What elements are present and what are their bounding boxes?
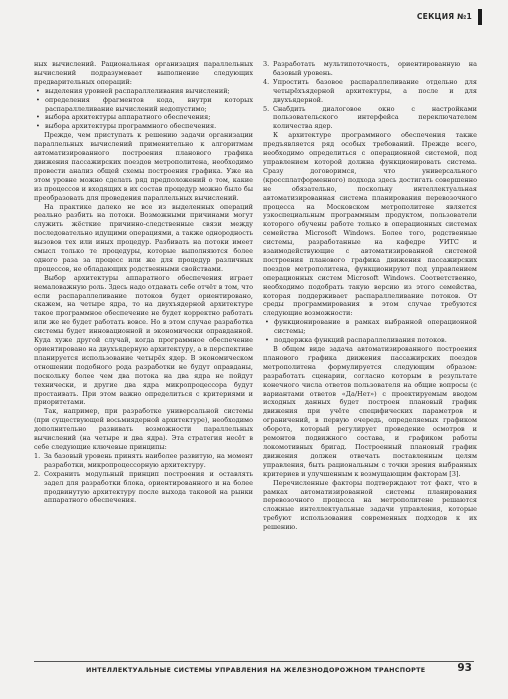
- numbered-item: [34, 452, 253, 470]
- paragraph: В общем виде задача автоматизированного построения планового графика движения пассажирских поездов метрополитена формулируется следующим образом: разработать сценарии, согласно которым в результате конечного числа ответов пользователя на общие вопросы (с вариантами ответов «Да/Нет») с проектируемым вводом исходных данных будет построен плановый график движения при учёте специфических параметров и ограничений, в первую очередь, определяемых графиком оборота, который регулирует проведение осмотров и ремонтов подвижного состава, и графиком работы локомотивных бригад. Построенный плановый график движения должен отвечать поставленным целям управления, быть рациональным с точки зрения выбранных критериев и улучшенным к возмущающим факторам [3].: [263, 345, 477, 478]
- paragraph: Перечисленные факторы подтверждают тот факт, что в рамках автоматизированной системы планирования перевозочного процесса на метрополитене решаются сложные интеллектуальные задачи управления, которые требуют использования современных подходов к их решению.: [263, 478, 477, 532]
- numbered-list: [263, 60, 477, 131]
- page-number: 93: [457, 662, 472, 674]
- item-text: Разработать мультипоточность, ориентированную на базовый уровень.: [273, 60, 477, 77]
- item-text: Упростить базовое распараллеливание отдельно для четырёхъядерной архитектуры, а после и для двухъядерной.: [273, 77, 477, 104]
- item-text: За базовый уровень принять наиболее развитую, на момент разработки, микропроцессорную архитектуру.: [44, 451, 253, 469]
- numbered-item: [34, 470, 253, 506]
- numbered-item: [263, 78, 477, 105]
- paragraph: ных вычислений. Рациональная организация параллельных вычислений подразумевает выполнение следующих предварительных операций:: [34, 60, 253, 86]
- footer-divider: [34, 661, 474, 662]
- numbered-item: [263, 105, 477, 132]
- paragraph: Выбор архитектуры аппаратного обеспечения играет немаловажную роль. Здесь надо отдавать себе отчёт в том, что если распараллеливание потоков будет ориентировано, скажем, на четыре ядра, то на двухъядерной архитектуре такое программное обеспечение не будет корректно работать или же не будет работать вовсе. Но в этом случае разработка системы будет инновационной и экономически оправданной. Куда хуже другой случай, когда программное обеспечение ориентировано на двухъядерную архитектуру, а в перспективе планируется использование четырёх ядер. В экономическом отношении подобного рода разработки не будут оправданы, поскольку более чем два потока на два ядра не пойдут технически, и другие два ядра микропроцессора будут простаивать. При этом важно определиться с критериями и приоритетами.: [34, 273, 253, 407]
- list-item: • выбора архитектуры программного обеспечения.: [34, 122, 253, 131]
- item-number: 3.: [263, 60, 270, 68]
- item-text: Сохранить модульный принцип построения и оставлять задел для разработки блока, ориентированного и на более продвинутую архитектуру после выхода таковой на рынки аппаратного обеспечения.: [44, 469, 253, 505]
- list-item: • функционирование в рамках выбранной операционной системы;: [263, 318, 477, 336]
- list-item: • выбора архитектуры аппаратного обеспечения;: [34, 113, 253, 122]
- section-label: СЕКЦИЯ №1: [416, 12, 472, 21]
- paragraph: На практике далеко не все из выделенных операций реально разбить на потоки. Возможными причинами могут служить жёсткие причинно-следственные связи между последовательно идущими операциями, а также однородность вызовов тех или иных процедур. Разбивать на потоки имеет смысл только те процедуры, которые выполняются более одного раза за процесс или же для процедур различных процессов, не обладающих родственными свойствами.: [34, 202, 253, 273]
- bullet-list: [263, 318, 477, 345]
- right-column: [263, 60, 477, 532]
- paragraph: Так, например, при разработке универсальной системы (при существующей восьмиядерной архитектуре), необходимо дополнительно развивать возможности параллельных вычислений (на четыре и два ядра). Эта стратегия несёт в себе следующие ключевые принципы:: [34, 407, 253, 451]
- list-item: • выделения уровней распараллеливания вычислений;: [34, 87, 253, 96]
- numbered-list: [34, 452, 253, 505]
- list-item: • определения фрагментов кода, внутри которых распараллеливание вычислений недопустимо;: [34, 96, 253, 114]
- running-footer: ИНТЕЛЛЕКТУАЛЬНЫЕ СИСТЕМЫ УПРАВЛЕНИЯ НА ЖЕЛЕЗНОДОРОЖНОМ ТРАНСПОРТЕ: [86, 666, 426, 674]
- paragraph: Прежде, чем приступать к решению задачи организации параллельных вычислений применительно к алгоритмам автоматизированного построения планового графика движения пассажирских поездов метрополитена, необходимо провести анализ общей схемы построения графика. Уже на этом уровне можно сделать ряд предположений о том, какие из процессов и входящих в их состав процедур можно было бы преобразовать для проведения параллельных вычислений.: [34, 131, 253, 202]
- item-number: 5.: [263, 104, 270, 113]
- bullet-list: [34, 87, 253, 132]
- item-number: 2.: [34, 469, 41, 478]
- left-column: [34, 60, 253, 505]
- paragraph: К архитектуре программного обеспечения также предъявляется ряд особых требований. Прежде всего, необходимо определиться с операционной системой, под управлением которой должна функционировать система. Сразу договоримся, что универсального (кроссплатформенного) подхода здесь достигать совершенно не обязательно, поскольку интеллектуальная автоматизированная система планирования перевозочного процесса на Московском метрополитене является узкоспециальным программным продуктом, пользователи которого обучены работе только в операционных системах семейства Microsoft Windows. Более того, родственные системы, разработанные на кафедре УИТС и взаимодействующие с автоматизированной системой построения планового графика движения пассажирских поездов метрополитена, функционируют под управлением операционных систем Microsoft Windows. Соответственно, необходимо подобрать такую версию из этого семейства, которая поддерживает распараллеливание потоков. От среды программирования в этом случае требуются следующие возможности:: [263, 131, 477, 318]
- item-number: 4.: [263, 77, 270, 86]
- list-item: • поддержка функций распараллеливания потоков.: [263, 336, 477, 345]
- item-number: 1.: [34, 451, 41, 460]
- item-text: Снабдить диалоговое окно с настройками пользовательского интерфейса переключателем количества ядер.: [273, 104, 477, 131]
- section-marker-bar: [478, 9, 482, 25]
- numbered-item: [263, 60, 477, 78]
